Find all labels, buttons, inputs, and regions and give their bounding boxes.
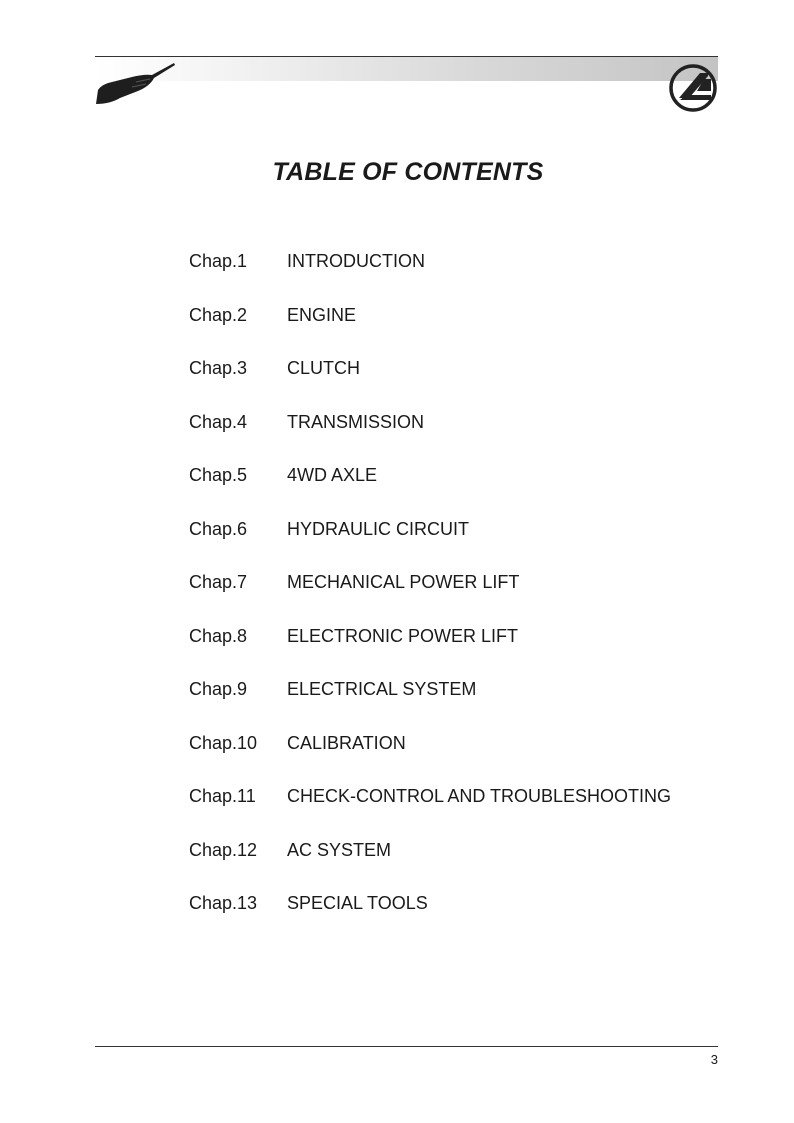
page-number: 3 [710,1052,718,1067]
toc-chapter-number: Chap.9 [189,679,248,699]
toc-entry [189,677,671,731]
toc-entry [189,463,671,517]
toc-chapter-title: 4WD AXLE [287,465,378,485]
toc-entry [189,784,671,838]
toc-chapter-number: Chap.7 [189,572,248,592]
toc-entry [189,838,671,892]
toc-chapter-title: CHECK-CONTROL AND TROUBLESHOOTING [287,786,672,806]
toc-chapter-number: Chap.13 [189,893,258,913]
toc-chapter-title: AC SYSTEM [287,839,392,860]
page-title: TABLE OF CONTENTS [272,158,544,186]
toc-chapter-title: SPECIAL TOOLS [287,893,428,913]
toc-chapter-number: Chap.4 [189,411,248,432]
toc-chapter-number: Chap.2 [189,304,248,325]
toc-entry [189,356,671,410]
toc-chapter-title: HYDRAULIC CIRCUIT [287,518,470,539]
toc-chapter-title: ELECTRONIC POWER LIFT [287,625,519,646]
toc-chapter-number: Chap.3 [189,358,248,378]
toc-chapter-number: Chap.6 [189,518,248,539]
hand-pointer-icon [92,60,182,110]
toc-chapter-title: MECHANICAL POWER LIFT [287,572,520,592]
header-band [95,56,718,81]
toc-chapter-number: Chap.10 [189,732,258,753]
toc-chapter-title: CLUTCH [287,358,361,378]
toc-entry [189,303,671,357]
toc-chapter-number: Chap.5 [189,465,248,485]
brand-logo-icon [667,60,721,114]
toc-entry [189,410,671,464]
toc-entry [189,249,671,303]
toc-chapter-number: Chap.12 [189,839,258,860]
toc-chapter-title: ELECTRICAL SYSTEM [287,679,477,699]
toc-chapter-number: Chap.11 [189,786,256,806]
toc-chapter-number: Chap.8 [189,625,248,646]
toc-entry [189,517,671,571]
toc-list [189,249,671,945]
toc-chapter-title: ENGINE [287,304,357,325]
toc-chapter-title: CALIBRATION [287,732,406,753]
footer-rule [95,1046,718,1047]
toc-chapter-title: INTRODUCTION [287,251,425,271]
toc-entry [189,891,671,945]
toc-entry [189,624,671,678]
toc-chapter-title: TRANSMISSION [287,411,425,432]
toc-entry [189,731,671,785]
toc-entry [189,570,671,624]
toc-chapter-number: Chap.1 [189,251,248,271]
